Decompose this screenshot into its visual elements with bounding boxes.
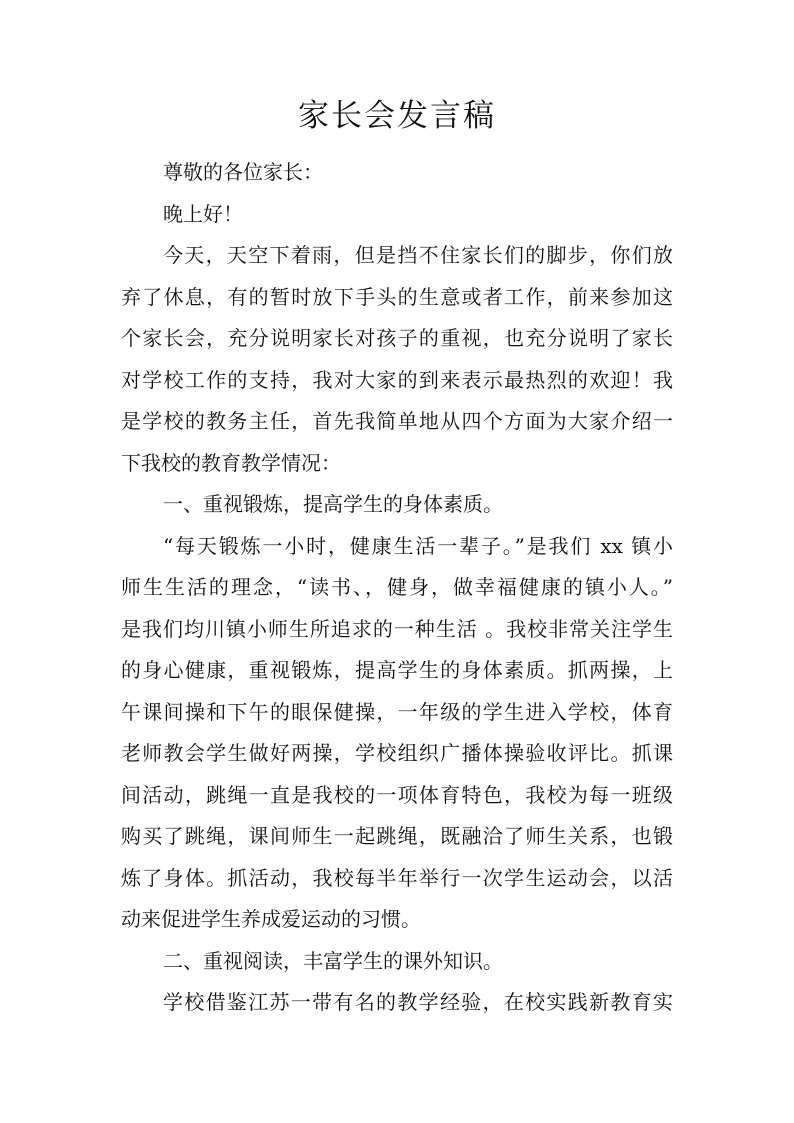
text-line: 下我校的教育教学情况： — [121, 450, 341, 475]
text-line: 老师教会学生做好两操，学校组织广播体操验收评比。抓课 — [121, 741, 673, 765]
text-line: 师生生活的理念，“读书、，健身，做幸福健康的镇小人。” — [121, 575, 673, 599]
text-line: 炼了身体。抓活动，我校每半年举行一次学生运动会，以活 — [121, 865, 673, 890]
text-line: 今天，天空下着雨，但是挡不住家长们的脚步，你们放 — [163, 243, 673, 267]
text-line: 动来促进学生养成爱运动的习惯。 — [121, 907, 421, 931]
text-line: 午课间操和下午的眼保健操，一年级的学生进入学校，体育 — [121, 699, 673, 724]
text-line: 的身心健康，重视锻炼，提高学生的身体素质。抓两操，上 — [121, 658, 673, 682]
document-body — [121, 152, 673, 1024]
text-line: 购买了跳绳，课间师生一起跳绳，既融洽了师生关系，也锻 — [121, 824, 673, 848]
text-line: “每天锻炼一小时，健康生活一辈子。”是我们 xx 镇小 — [163, 533, 673, 558]
text-line: 对学校工作的支持，我对大家的到来表示最热烈的欢迎！我 — [121, 367, 673, 392]
document-title: 家长会发言稿 — [298, 98, 496, 134]
text-line: 学校借鉴江苏一带有名的教学经验，在校实践新教育实 — [163, 990, 673, 1014]
text-line: 个家长会，充分说明家长对孩子的重视，也充分说明了家长 — [121, 326, 673, 350]
text-line: 一、重视锻炼，提高学生的身体素质。 — [163, 492, 503, 516]
text-line: 间活动，跳绳一直是我校的一项体育特色，我校为每一班级 — [121, 782, 673, 807]
text-line: 弃了休息，有的暂时放下手头的生意或者工作，前来参加这 — [121, 284, 673, 309]
text-line: 尊敬的各位家长： — [163, 160, 323, 184]
text-line: 二、重视阅读，丰富学生的课外知识。 — [163, 948, 503, 973]
text-line: 是学校的教务主任，首先我简单地从四个方面为大家介绍一 — [121, 409, 673, 433]
text-line: 晚上好！ — [163, 201, 243, 226]
text-line: 是我们均川镇小师生所追求的一种生活 。我校非常关注学生 — [121, 616, 673, 641]
